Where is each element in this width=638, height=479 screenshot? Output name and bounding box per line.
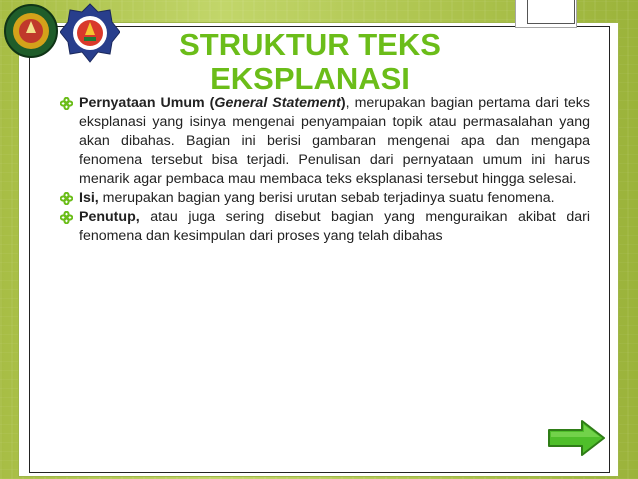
item-heading: Pernyataan Umum ( bbox=[79, 95, 215, 111]
item-heading: Isi, bbox=[79, 190, 99, 206]
item-text: merupakan bagian yang berisi urutan sebab terjadinya suatu fenomena. bbox=[98, 190, 555, 206]
university-logo-icon bbox=[60, 2, 120, 64]
bullet-icon bbox=[60, 97, 73, 110]
corner-tab-inner bbox=[527, 0, 575, 24]
item-text: atau juga sering disebut bagian yang menguraikan akibat dari fenomena dan kesimpulan dari proses yang telah dibahas bbox=[79, 209, 590, 244]
title-line-1: STRUKTUR TEKS bbox=[179, 27, 441, 62]
right-arrow-icon bbox=[549, 421, 604, 455]
list-item bbox=[60, 94, 590, 189]
item-text: , merupakan bagian pertama dari teks eksplanasi yang isinya mengenai penyampaian topik atau permasalahan yang akan dibahas. Bagian ini berisi gambaran mengenai apa dan mengapa fenomena tersebut bisa terjadi. Penulisan dari pernyataan umum ini harus menarik agar pembaca mau membaca teks eksplanasi tersebut hingga selesai. bbox=[79, 95, 590, 187]
school-logo-icon bbox=[3, 3, 59, 59]
item-heading-italic: General Statement bbox=[214, 95, 341, 111]
list-item bbox=[60, 189, 590, 208]
item-heading-end: ) bbox=[340, 95, 346, 111]
item-heading: Penutup, bbox=[79, 209, 140, 225]
slide-title bbox=[150, 28, 470, 96]
bullet-icon bbox=[60, 192, 73, 205]
title-line-2: EKSPLANASI bbox=[210, 61, 410, 96]
next-slide-button[interactable] bbox=[548, 420, 606, 456]
list-item bbox=[60, 208, 590, 246]
bullet-icon bbox=[60, 211, 73, 224]
content-list bbox=[60, 94, 590, 246]
